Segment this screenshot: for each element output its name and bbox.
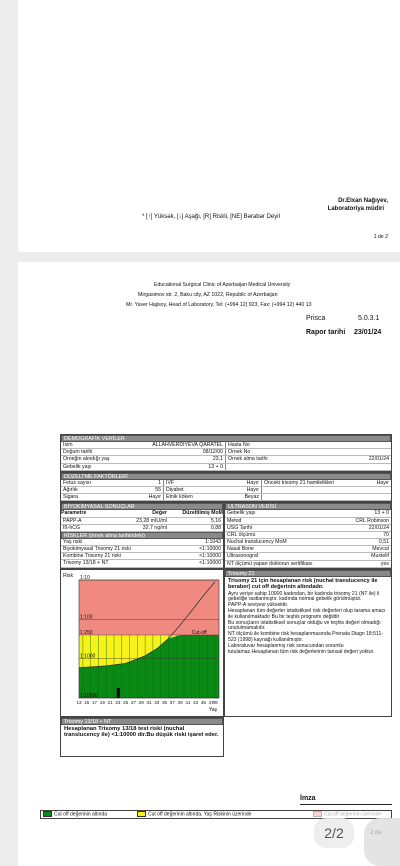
prisca-report xyxy=(60,434,392,757)
biochem-param: PAPP-A xyxy=(63,517,82,524)
demographic-row xyxy=(61,442,391,449)
corr-bv: Beyaz xyxy=(244,494,259,501)
demo-label: Doğum tarihi xyxy=(63,449,93,456)
demo-value: 08/12/00 xyxy=(202,449,223,456)
correction-row xyxy=(61,480,391,487)
legend-item-yellow xyxy=(137,811,313,817)
demographic-row xyxy=(61,456,391,463)
ultrasound-row xyxy=(225,561,391,568)
biochem-row xyxy=(61,518,223,525)
x-tick-label: 43 xyxy=(193,699,199,705)
col-corrected-mom: Düzeltilmiş MoM xyxy=(182,510,223,517)
x-tick-label: 29 xyxy=(138,699,144,705)
y-tick-label: 1:1000 xyxy=(80,653,96,660)
risk-label: Yaş riski xyxy=(63,538,83,545)
correction-row xyxy=(61,494,391,501)
ultrasound-row xyxy=(225,510,391,517)
y-tick-label: 1:100 xyxy=(80,614,93,621)
demo-value-2 xyxy=(305,449,391,455)
corr-cv: Hayır xyxy=(376,479,389,486)
corr-a: Ağırlık xyxy=(63,486,78,493)
t21-headline: Trisomy 21 için hesaplanan risk (nuchal translucency ile beraber) cut off değerinin altındadır. xyxy=(228,577,378,591)
corr-bv: Hayır xyxy=(246,479,259,486)
x-tick-label: 19 xyxy=(99,699,105,705)
demo-value-2 xyxy=(305,464,391,470)
us-value: Mevcut xyxy=(372,546,389,553)
page-number-partial: 2 de xyxy=(370,830,382,836)
x-tick-label: 23 xyxy=(115,699,121,705)
corr-b: Diyabet xyxy=(163,487,201,493)
demo-label: Gebelik yaşı xyxy=(63,463,92,470)
us-value: Muxtelif xyxy=(371,553,389,560)
demo-label-2: Hasta No xyxy=(225,442,305,448)
page-number: 1 de 2 xyxy=(373,234,388,240)
t1318-text: Hesaplanan Trisomy 13/18 test riski (nuchal translucency ile) <1:10000 dir.Bu düşük riski işaret eder. xyxy=(64,725,219,739)
signer-name: Dr.Elxan Nağıyev, xyxy=(338,198,388,204)
corr-av: Hayır xyxy=(148,494,161,501)
risk-row xyxy=(61,546,223,553)
signer-title: Laboratoriya müdiri xyxy=(327,206,384,212)
corr-c: Önceki trisomy 21 hamilelikleri xyxy=(261,480,353,486)
demo-label-2: Örnek alma tarihi xyxy=(225,456,305,462)
t1318-row xyxy=(60,717,392,757)
x-tick-label: 25 xyxy=(123,699,129,705)
us-label: NT ölçümü yapan doktorun sertifikası xyxy=(227,560,313,567)
x-tick-label: 37 xyxy=(169,699,175,705)
risk-value: <1:10000 xyxy=(199,560,221,567)
legend-label-green: Cut off değerinin altında xyxy=(54,811,108,818)
legend-item-green xyxy=(41,811,137,817)
demo-value: ALLAHVERDİYEVA QARATEL xyxy=(152,442,223,448)
ultrasound-column xyxy=(224,502,392,569)
ultrasound-row xyxy=(225,525,391,532)
biochem-value: 23,28 mIU/ml xyxy=(136,517,167,524)
y-tick-label: 1:10 xyxy=(80,574,90,581)
t1318-panel xyxy=(60,717,224,757)
biochem-value: 32,7 ng/ml xyxy=(142,524,167,531)
y-tick-label: 1:10000 xyxy=(80,692,99,699)
us-value: yes xyxy=(380,560,389,567)
risk-value: <1:10000 xyxy=(199,553,221,560)
demographic-header: DEMOGRAFİK VERİLER xyxy=(61,435,391,442)
x-tick-label: 27 xyxy=(130,699,137,705)
page-1 xyxy=(18,0,400,252)
legend-swatch-yellow xyxy=(137,811,146,817)
software-label: Prisca xyxy=(306,315,326,322)
software-version: 5.0.3.1 xyxy=(358,315,380,322)
risks-header: RİSKLER (örnek alma tarihindeki) xyxy=(61,532,223,539)
corr-c xyxy=(261,487,353,493)
demo-value-2 xyxy=(305,442,391,448)
x-tick-label: 17 xyxy=(91,699,98,705)
corr-a: Sigara xyxy=(63,494,78,501)
page-indicator[interactable]: 2/2 xyxy=(314,818,354,848)
ultrasound-row xyxy=(225,553,391,560)
x-tick-label: 31 xyxy=(146,699,152,705)
ultrasound-header: ULTRASON VERİSİ xyxy=(225,503,391,510)
us-label: Metod xyxy=(227,517,242,524)
report-date-label: Rapor tarihi xyxy=(306,329,346,336)
us-value: 70 xyxy=(383,531,389,538)
t21-panel xyxy=(224,569,392,717)
x-tick-label: 39 xyxy=(177,699,183,705)
t1318-blank xyxy=(224,717,392,757)
corr-cv xyxy=(353,487,391,493)
ultrasound-row xyxy=(225,546,391,553)
risk-label: Trisomy 13/18 + NT xyxy=(63,560,109,567)
correction-header: DÜZELTME FAKTÖRLERİ xyxy=(61,473,391,480)
risk-label: Kombine Trisomy 21 riski xyxy=(63,553,121,560)
risk-value: <1:10000 xyxy=(199,546,221,553)
demo-label-2: Örnek No xyxy=(225,449,305,455)
risk-row xyxy=(61,553,223,560)
cutoff-label: Cut-off xyxy=(191,629,207,636)
risk-row xyxy=(61,560,223,567)
demographic-row xyxy=(61,449,391,456)
us-label: Nasal Bone xyxy=(227,546,254,553)
demo-label: Örneğin alındığı yaş xyxy=(63,456,110,463)
ultrasound-row xyxy=(225,518,391,525)
us-value: 0,51 xyxy=(378,539,389,546)
scroll-handle[interactable] xyxy=(364,818,400,866)
biochem-col-headers xyxy=(61,510,223,517)
signature-line xyxy=(300,804,392,805)
us-label: CRL ölçümü xyxy=(227,531,256,538)
t21-header: Trisomy 21 xyxy=(225,570,391,577)
ultrasound-row xyxy=(225,539,391,546)
x-tick-label: 33 xyxy=(154,699,160,705)
t21-body: Aynı veriye sahip 10000 kadından, bir kadında trisomy 21 (NT ile) li gebeliğe rastlanmıştır. kadında normal gebelik görülmüştür. PAPP-A seviyesi yüksektir. Hesaplanan tüm değerler istatistiksel risk değerleri olup tarama amacı ile kullanılmaktadır Bu bir teşhis programı değildir Bu sonuçların istatistiksel sonuçlar olduğu ve teşhis değeri olmadığı unutulmamalıdır. NT ölçümü ile kombine risk hesaplanmasında Prenata Diagn 18:511-523 (1998) kaynağı kullanılmıştır. Laboratuvar hesaplanmış risk sonucundan sorumlu tutulamaz.Hesaplanan tüm risk değerlerinin tanısal değeri yoktur. xyxy=(228,590,386,655)
x-tick-label: 45 xyxy=(200,699,207,705)
corr-bv: Hayır xyxy=(246,486,259,493)
demographic-row xyxy=(61,464,391,471)
legend-swatch-green xyxy=(43,811,52,817)
risk-row xyxy=(61,539,223,546)
corr-b: IVF xyxy=(163,480,201,486)
x-tick-label: 47 xyxy=(208,699,214,705)
legend-item-pink xyxy=(313,811,391,817)
clinic-head: Mr. Yaver Hajisoy, Head of Laboratory, Tel: (+994 12) 923, Fax: (+994 12) 440 13 xyxy=(126,302,312,308)
report-date-value: 23/01/24 xyxy=(354,329,382,336)
demo-value: 13 + 0 xyxy=(208,463,223,470)
x-tick-label: 21 xyxy=(107,699,113,705)
us-label: Gebelik yaşı xyxy=(227,510,256,517)
col-value: Değer xyxy=(152,510,167,517)
flags-legend: * [↑] Yüksək, [↓] Aşağı, [R] Riskli, [NE] Bərabər Deyil xyxy=(142,214,280,220)
corr-c xyxy=(261,494,353,500)
chart-title: Risk xyxy=(63,572,74,579)
x-tick-label: 48 xyxy=(212,699,218,705)
biochem-row xyxy=(61,525,223,532)
chart-and-t21 xyxy=(60,569,392,717)
biochem-header: BİYOKİMYASAL SONUÇLAR xyxy=(61,503,223,510)
us-value: 13 + 0 xyxy=(374,510,389,517)
demo-value-2: 22/01/24 xyxy=(368,456,389,463)
corr-a: Fetus sayısı xyxy=(63,479,91,486)
t1318-header: Trisomy 13/18 + NT xyxy=(61,718,223,725)
correction-row xyxy=(61,487,391,494)
risk-label: Biyokimyasal Trisomy 21 riski xyxy=(63,546,131,553)
demo-label: İsim xyxy=(63,442,73,448)
results-section xyxy=(60,502,392,569)
biochem-param: fß-hCG xyxy=(63,524,81,531)
x-tick-label: 41 xyxy=(185,699,191,705)
us-label: USG Tarihi xyxy=(227,524,252,531)
us-value: 22/01/24 xyxy=(368,524,389,531)
ultrasound-row xyxy=(225,532,391,539)
corr-av: 1 xyxy=(158,479,161,486)
biochem-mom: 5,16 xyxy=(210,517,221,524)
demographic-section xyxy=(60,434,392,472)
risk-chart-panel xyxy=(60,569,224,717)
patient-marker xyxy=(117,688,120,698)
risk-value: 1:1043 xyxy=(205,538,221,545)
legend-label-pink: Cut off değerinin üzerinde xyxy=(324,811,382,818)
clinic-name: Educational Surgical Clinic of Azerbaijan Medical University xyxy=(154,282,291,288)
corr-b: Etnik köken xyxy=(163,494,201,500)
page-2 xyxy=(18,262,400,866)
signature-label: İmza xyxy=(300,795,316,802)
risk-chart xyxy=(61,570,224,717)
x-tick-label: 15 xyxy=(84,699,90,705)
us-value: CRL Robinson xyxy=(355,517,389,524)
demo-label-2 xyxy=(225,464,305,470)
y-tick-label: 1:250 xyxy=(80,629,93,636)
correction-section xyxy=(60,472,392,503)
region-above-cutoff xyxy=(79,580,219,635)
us-label: Nuchal translucency MoM xyxy=(227,539,287,546)
corr-cv xyxy=(353,494,391,500)
corr-av: 55 xyxy=(155,486,161,493)
legend-label-yellow: Cut off değerinin altında, Yaş Riskinin üzerinde xyxy=(148,811,252,818)
biochem-risk-column xyxy=(60,502,224,569)
x-axis-label: Yaş xyxy=(208,706,217,713)
us-label: Ultrasonograf xyxy=(227,553,259,560)
x-tick-label: 35 xyxy=(161,699,168,705)
demo-value: 23,1 xyxy=(212,456,223,463)
col-param: Parametre xyxy=(61,510,87,517)
biochem-mom: 0,88 xyxy=(210,524,221,531)
clinic-address: Mirgasimov str. 2, Baku city, AZ 1022, Republic of Azerbaijan xyxy=(138,292,278,298)
legend-swatch-pink xyxy=(313,811,322,817)
x-tick-label: 13 xyxy=(76,699,82,705)
